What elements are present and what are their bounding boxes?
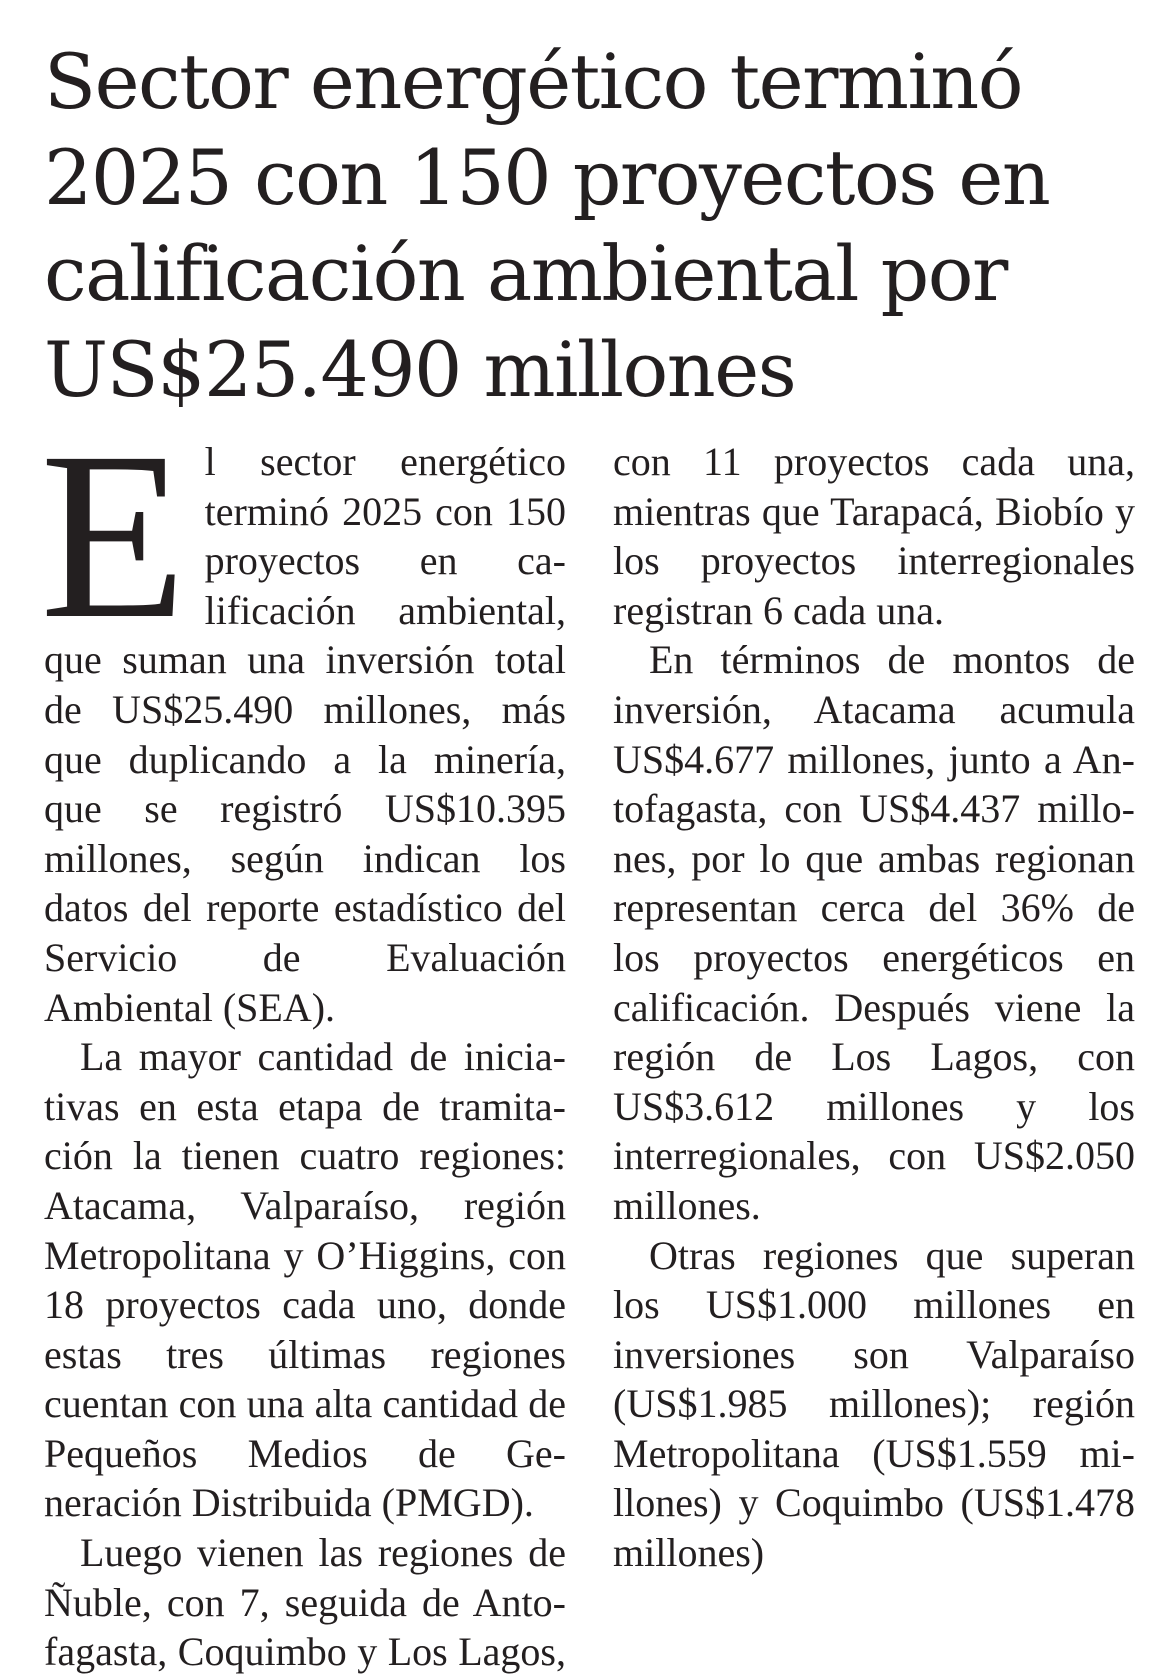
article-paragraph-2: La mayor cantidad de iniciativas en esta etapa de tramitación la tienen cuatro regiones: Atacama, Valparaíso, región Metropolitana y O’Higgins, con 18 proyectos cada uno, donde estas tres últimas regiones cuentan con una alta cantidad de Pequeños Medios de Generación Distribuida (PMGD).: [44, 1034, 566, 1526]
drop-cap: E: [40, 402, 187, 668]
article-paragraph-3-continued: con 11 proyectos cada una, mientras que Tarapacá, Biobío y los proyectos interregionales registran 6 cada una.: [613, 439, 1135, 633]
article-paragraph-5: Otras regiones que superan los US$1.000 millones en inversiones son Valparaíso (US$1.985 millones); región Metropolitana (US$1.559 millones) y Coquimbo (US$1.478 millones): [613, 1232, 1135, 1576]
article-paragraph-4: En términos de montos de inversión, Atacama acumula US$4.677 millones, junto a Antofagasta, con US$4.437 millones, por lo que ambas regionan representan cerca del 36% de los proyectos energéticos en calificación. Después viene la región de Los Lagos, con US$3.612 millones y los interregionales, con US$2.050 millones.: [613, 637, 1135, 1228]
article-paragraph-3: Luego vienen las regiones de Ñuble, con 7, seguida de Antofagasta, Coquimbo y Los Lagos,: [44, 1530, 566, 1675]
article-paragraph-1: [40, 402, 566, 1032]
left-column: [40, 402, 566, 1677]
right-column: [613, 437, 1135, 1578]
headline: Sector energético terminó 2025 con 150 proyectos en calificación ambiental por US$25.490 millones: [44, 37, 1050, 414]
paragraph-1-text: l sector energético terminó 2025 con 150 proyectos en calificación ambiental, que suman una inversión total de US$25.490 millones, más que duplicando a la minería, que se registró US$10.395 millones, según indican los datos del reporte estadístico del Servicio de Evaluación Ambiental (SEA).: [44, 439, 566, 1030]
